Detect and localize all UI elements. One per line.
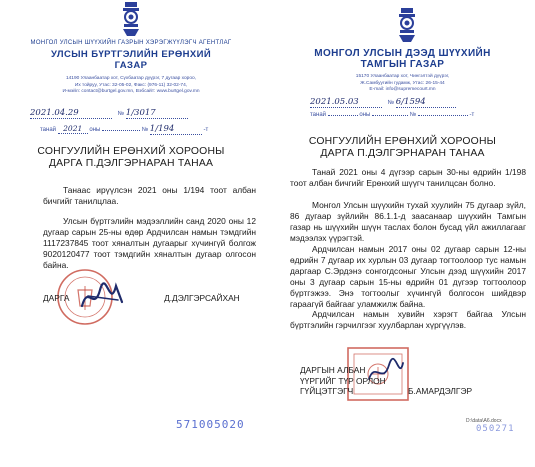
- serial-number: 050271: [476, 424, 515, 434]
- agency-name-line-2: ГАЗАР: [114, 60, 148, 71]
- outgoing-reference: [30, 108, 188, 119]
- tanai-suffix: -т: [469, 112, 475, 118]
- tanai-number: 1/194: [149, 124, 175, 134]
- agency-name-line: УЛСЫН БҮРТГЭЛИЙН ЕРӨНХИЙ: [50, 49, 212, 60]
- number-sign-label: №: [387, 100, 395, 106]
- incoming-reference: [310, 112, 474, 118]
- address-line: И-мэйл: contact@burtgel.gov.mn, Вэбсайт: www.burtgel.gov.mn: [62, 89, 200, 95]
- right-letter: [270, 0, 535, 467]
- tanai-middle: оны: [359, 112, 371, 118]
- addressee-line-2: ДАРГА П.ДЭЛГЭРНАРАН ТАНАА: [320, 148, 485, 159]
- signature-title-line-1: ДАРГЫН АЛБАН: [300, 365, 366, 375]
- signature-name: Б.АМАРДЭЛГЭР: [408, 386, 473, 396]
- incoming-reference: [40, 124, 208, 135]
- court-name-line-2: ТАМГЫН ГАЗАР: [360, 59, 445, 70]
- tanai-number-sign: №: [141, 127, 149, 133]
- signature-title-line-3: ГҮЙЦЭТГЭГЧ: [300, 386, 354, 396]
- left-letter: [0, 0, 262, 467]
- tanai-label: танай: [40, 127, 57, 133]
- body-paragraph-3: Ардчилсан намын 2017 оны 02 дугаар сарын 12-ны өдрийн 7 дугаар их хурлын 03 дугаар тогтоолоор тус намын даргаар С.Эрдэнэ сонгогдсоныг Улсын дээд шүүхийн 2017 оны 3 дугаар сарын 15-ны өдрийн 01 дүгээр тогтоолоор бүртгэжээ. Энэ тогтоолыг хүчингүй болгосон шийдвэр гараагүй байгааг уламжилж байна.: [290, 244, 526, 309]
- tanai-middle: оны: [89, 127, 101, 133]
- addressee-line-1: СОНГУУЛИЙН ЕРӨНХИЙ ХОРООНЫ: [37, 146, 225, 157]
- addressee-line-2: ДАРГА П.ДЭЛГЭРНАРАН ТАНАА: [48, 158, 214, 169]
- addressee-title: [270, 136, 535, 160]
- tanai-number-sign: №: [409, 112, 417, 118]
- address-line: 15170 Улаанбаатар хот, Чингэлтэй дүүрэг,: [355, 74, 450, 79]
- outgoing-date: 2021.05.03: [310, 97, 359, 107]
- court-address: [270, 74, 535, 94]
- court-name-line: МОНГОЛ УЛСЫН ДЭЭД ШҮҮХИЙН: [314, 48, 491, 59]
- outgoing-number: 1/3017: [125, 108, 156, 118]
- addressee-line-1: СОНГУУЛИЙН ЕРӨНХИЙ ХОРООНЫ: [308, 136, 497, 147]
- signature-block: [43, 293, 240, 304]
- serial-number: 571005020: [176, 418, 245, 431]
- agency-address: [0, 76, 262, 96]
- body-paragraph-2: Улсын бүртгэлийн мэдээллийн санд 2020 оны 12 дугаар сарын 25-ны өдөр Ардчилсан намын тэмдгийн 1117237845 тоот хяналтын дугаарыг хүчингүй болгож 9020120477 тоот тэмдгийн хяналтын дугаар олгосон байна.: [43, 216, 256, 270]
- body-paragraph-1: Танаас ирүүлсэн 2021 оны 1/194 тоот албан бичгийг танилцлаа.: [43, 185, 256, 206]
- signature-title: ДАРГА: [43, 293, 70, 303]
- address-line: E-mail: info@supremecourt.mn: [369, 87, 436, 93]
- body-paragraph-2: Монгол Улсын шүүхийн тухай хуулийн 75 дугаар зүйл, 86 дугаар зүйлийн 86.1.1-д заасанаар шүүхийн Тамгын газар нь шүүхийн шүүн таслах болон бусад үйл ажиллагааг мэдээлэх үүрэгтэй.: [290, 200, 526, 243]
- address-line: Ж.Самбуугийн гудамж, Утас: 26-15-44: [360, 80, 445, 86]
- addressee-title: [0, 146, 262, 170]
- number-sign-label: №: [117, 111, 125, 117]
- outgoing-number: 6/1594: [395, 97, 426, 107]
- agency-parent-line: МОНГОЛ УЛСЫН ШҮҮХИЙН ГАЗРЫН ХЭРЭГЖҮҮЛЭГЧ АГЕНТЛАГ: [30, 40, 232, 46]
- signature-block: [300, 365, 386, 397]
- tanai-label: танай: [310, 112, 327, 118]
- state-emblem-icon: [121, 2, 141, 38]
- file-path-footer: D:\data\A6.docx: [466, 418, 502, 424]
- signature-title-line-2: ҮҮРГИЙГ ТҮР ОРЛОН: [300, 375, 386, 386]
- body-paragraph-1: Танай 2021 оны 4 дүгээр сарын 30-ны өдрийн 1/198 тоот албан бичгийг Ерөнхий шүүгч танилцсан болно.: [290, 167, 526, 188]
- state-emblem-icon: [397, 8, 417, 44]
- body-paragraph-4: Ардчилсан намын хувийн хэрэгт байгаа Улсын бүртгэлийн гэрчилгээг хуулбарлан хүргүүлэв.: [290, 309, 526, 330]
- tanai-year: 2021: [63, 124, 83, 133]
- address-line: Их тойруу, Утас: 32-05-02, Факс: (976-11) 32-02-74,: [74, 82, 188, 88]
- tanai-suffix: -т: [203, 127, 209, 133]
- outgoing-date: 2021.04.29: [30, 108, 79, 118]
- outgoing-reference: [310, 97, 456, 108]
- signature-name: Д.ДЭЛГЭРСАЙХАН: [164, 293, 240, 303]
- address-line: 14190 Улаанбаатар хот, Сүхбаатар дүүрэг, 7 дугаар хороо,: [65, 76, 197, 81]
